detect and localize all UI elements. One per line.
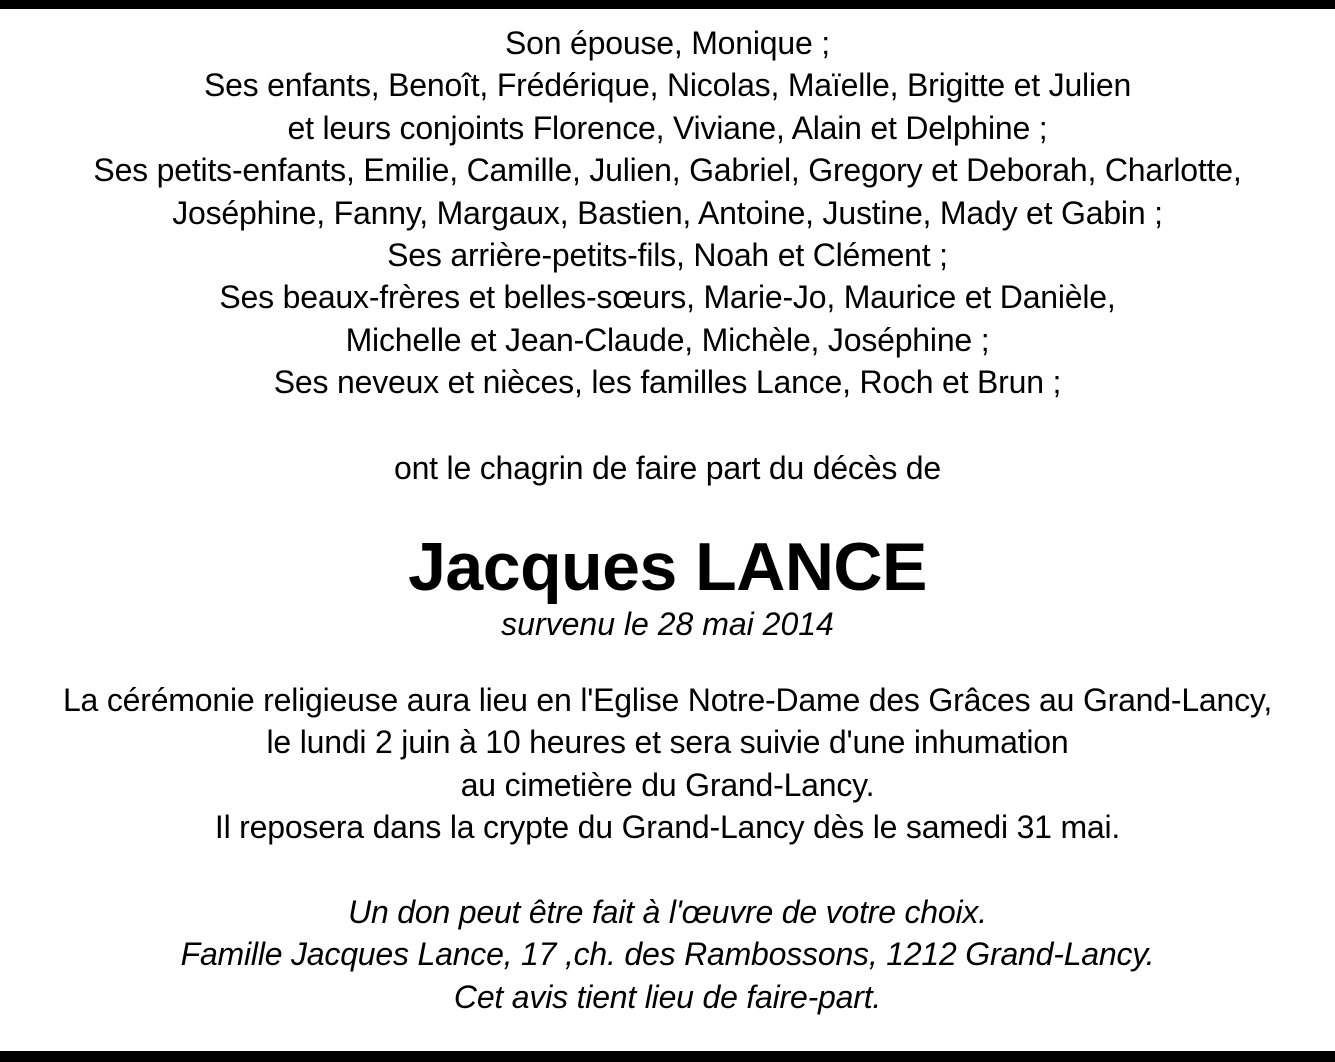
ceremony-line: La cérémonie religieuse aura lieu en l'Eglise Notre-Dame des Grâces au Grand-Lancy,: [62, 682, 1273, 719]
spacer: [0, 849, 1335, 891]
ceremony-line: le lundi 2 juin à 10 heures et sera suivie d'une inhumation: [266, 724, 1069, 761]
closing-line: Un don peut être fait à l'œuvre de votre choix.: [348, 893, 987, 930]
family-line: Ses petits-enfants, Emilie, Camille, Julien, Gabriel, Gregory et Deborah, Charlotte,: [93, 152, 1242, 189]
ceremony-line: Il reposera dans la crypte du Grand-Lancy dès le samedi 31 mai.: [214, 809, 1121, 846]
family-list: [0, 22, 1335, 404]
deceased-name: Jacques LANCE: [408, 529, 927, 606]
closing-line: Famille Jacques Lance, 17 ,ch. des Rambossons, 1212 Grand-Lancy.: [180, 936, 1155, 973]
bottom-border-rule: [0, 1051, 1335, 1062]
ceremony-details: [0, 679, 1335, 849]
family-line: Ses neveux et nièces, les familles Lance, Roch et Brun ;: [273, 364, 1062, 401]
announcement-text: ont le chagrin de faire part du décès de: [393, 449, 942, 486]
spacer: [0, 643, 1335, 679]
closing-line: Cet avis tient lieu de faire-part.: [453, 978, 882, 1015]
ceremony-line: au cimetière du Grand-Lancy.: [460, 766, 875, 803]
date-of-death: survenu le 28 mai 2014: [501, 606, 834, 643]
spacer: [0, 489, 1335, 529]
family-line: Joséphine, Fanny, Margaux, Bastien, Antoine, Justine, Mady et Gabin ;: [172, 194, 1163, 231]
top-border-rule: [0, 0, 1335, 9]
family-line: Ses enfants, Benoît, Frédérique, Nicolas, Maïelle, Brigitte et Julien: [203, 67, 1132, 104]
closing-notes: [0, 891, 1335, 1018]
family-line: Ses arrière-petits-fils, Noah et Clément ;: [387, 237, 948, 274]
family-line: et leurs conjoints Florence, Viviane, Alain et Delphine ;: [287, 109, 1048, 146]
spacer: [0, 404, 1335, 447]
obituary-notice: [0, 22, 1335, 1018]
family-line: Michelle et Jean-Claude, Michèle, Joséphine ;: [345, 321, 990, 358]
family-line: Son épouse, Monique ;: [505, 25, 830, 61]
family-line: Ses beaux-frères et belles-sœurs, Marie-Jo, Maurice et Danièle,: [219, 279, 1116, 316]
